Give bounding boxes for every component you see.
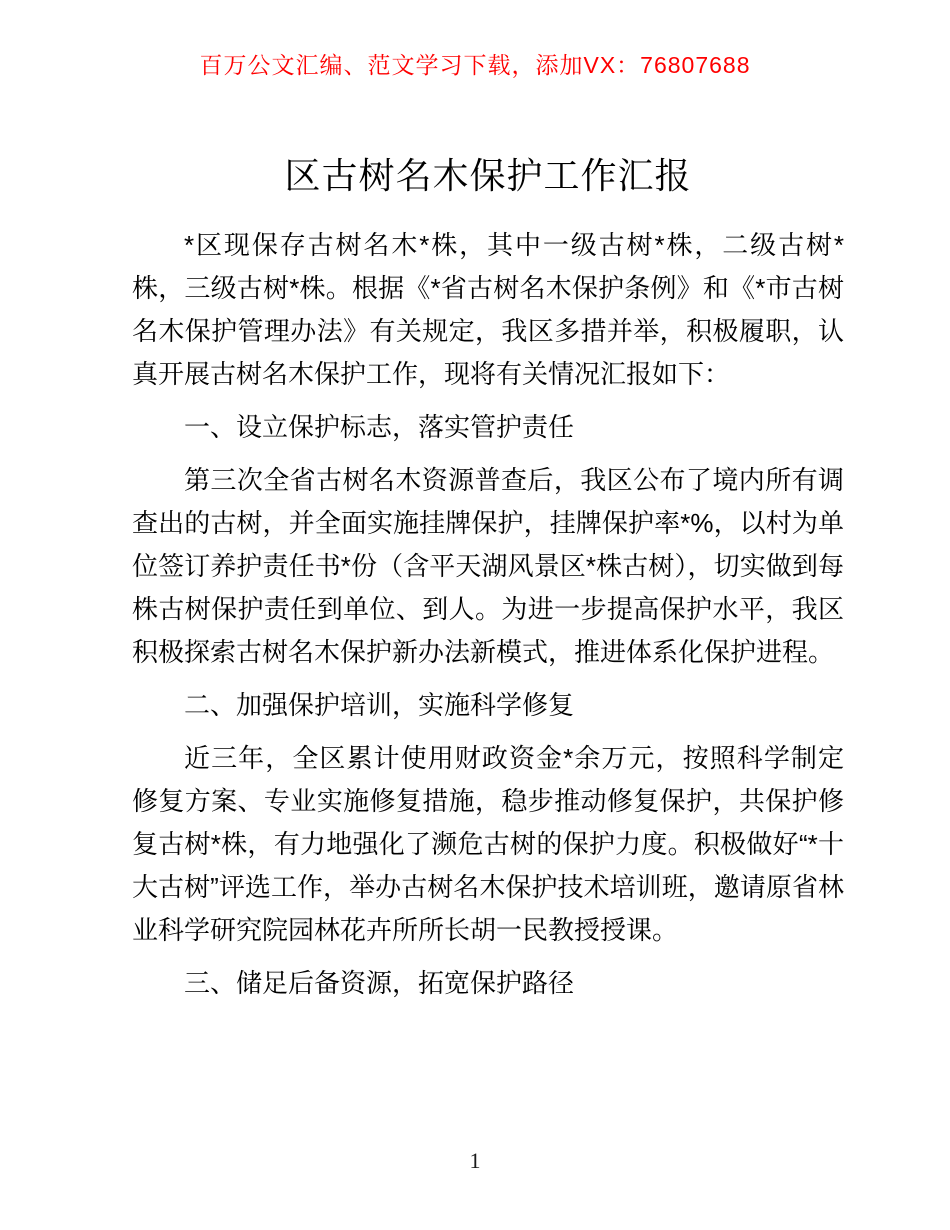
body-paragraph: 第三次全省古树名木资源普查后，我区公布了境内所有调查出的古树，并全面实施挂牌保护，挂牌保护率*%，以村为单位签订养护责任书*份（含平天湖风景区*株古树），切实做到每株古树保护责任到单位、到人。为进一步提高保护水平，我区积极探索古树名木保护新办法新模式，推进体系化保护进程。 xyxy=(132,465,844,667)
body-paragraph: 近三年，全区累计使用财政资金*余万元，按照科学制定修复方案、专业实施修复措施，稳步推动修复保护，共保护修复古树*株，有力地强化了濒危古树的保护力度。积极做好“*十大古树”评选工作，举办古树名木保护技术培训班，邀请原省林业科学研究院园林花卉所所长胡一民教授授课。 xyxy=(132,743,844,945)
document-page xyxy=(132,150,844,1015)
document-body xyxy=(132,224,844,1005)
document-title: 区古树名木保护工作汇报 xyxy=(284,155,692,196)
body-paragraph: *区现保存古树名木*株，其中一级古树*株，二级古树*株，三级古树*株。根据《*省古树名木保护条例》和《*市古树名木保护管理办法》有关规定，我区多措并举，积极履职，认真开展古树名木保护工作，现将有关情况汇报如下： xyxy=(132,230,844,389)
section-heading: 三、储足后备资源，拓宽保护路径 xyxy=(184,968,575,998)
section-heading: 二、加强保护培训，实施科学修复 xyxy=(184,690,575,720)
page-number: 1 xyxy=(469,1148,481,1173)
promo-notice: 百万公文汇编、范文学习下载，添加VX：76807688 xyxy=(199,52,751,78)
section-heading: 一、设立保护标志，落实管护责任 xyxy=(184,412,575,442)
